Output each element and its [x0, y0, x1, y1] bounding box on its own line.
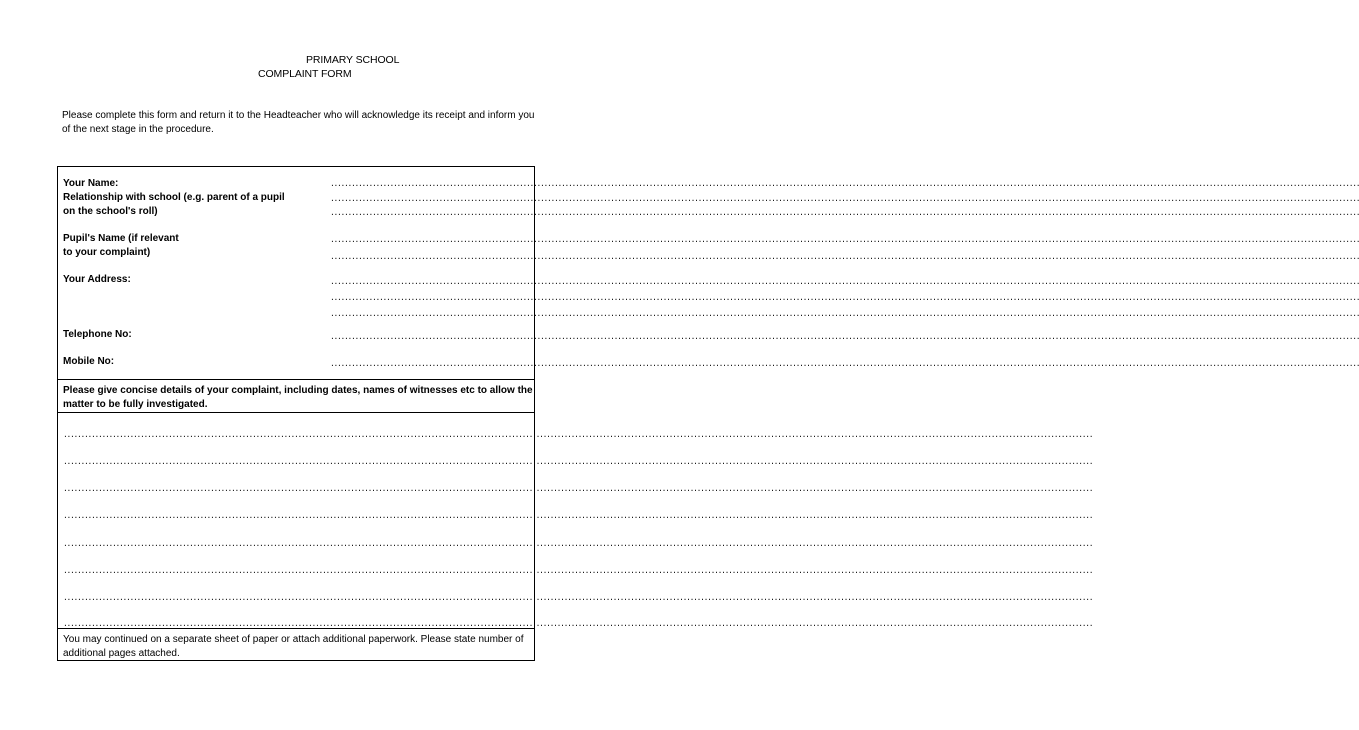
- address-field-3[interactable]: ......................................................................................................................................................................................................................................................................................................: [330, 310, 1359, 319]
- school-title: PRIMARY SCHOOL: [306, 54, 400, 66]
- pupil-name-field-2[interactable]: ......................................................................................................................................................................................................................................................................................................: [330, 253, 1359, 262]
- pupil-name-field-1[interactable]: ......................................................................................................................................................................................................................................................................................................: [330, 236, 1359, 245]
- intro-text: Please complete this form and return it to the Headteacher who will acknowledge its receipt and inform you of the next stage in the procedure.: [62, 110, 535, 135]
- mobile-label: Mobile No:: [63, 356, 115, 367]
- section-divider-3: [58, 628, 534, 629]
- address-field-1[interactable]: ......................................................................................................................................................................................................................................................................................................: [330, 278, 1359, 287]
- your-name-label: Your Name:: [63, 178, 119, 189]
- relationship-field-2[interactable]: ......................................................................................................................................................................................................................................................................................................: [330, 209, 1359, 218]
- details-line-1[interactable]: ......................................................................................................................................................................................................................................................................................................: [63, 431, 1093, 440]
- section-divider-2: [58, 412, 534, 413]
- telephone-label: Telephone No:: [63, 329, 132, 340]
- details-line-6[interactable]: ......................................................................................................................................................................................................................................................................................................: [63, 567, 1093, 576]
- details-line-7[interactable]: ......................................................................................................................................................................................................................................................................................................: [63, 594, 1093, 603]
- form-box: [57, 166, 1359, 661]
- relationship-field-1[interactable]: ......................................................................................................................................................................................................................................................................................................: [330, 195, 1359, 204]
- relationship-label: Relationship with school (e.g. parent of a pupil on the school's roll): [63, 192, 285, 217]
- section-divider-1: [58, 379, 534, 380]
- details-line-4[interactable]: ......................................................................................................................................................................................................................................................................................................: [63, 512, 1093, 521]
- details-line-2[interactable]: ......................................................................................................................................................................................................................................................................................................: [63, 458, 1093, 467]
- pupil-name-label-1: Pupil's Name (if relevant: [63, 233, 179, 244]
- your-name-field[interactable]: ......................................................................................................................................................................................................................................................................................................: [330, 180, 1359, 189]
- mobile-field[interactable]: ......................................................................................................................................................................................................................................................................................................: [330, 360, 1359, 369]
- details-prompt: Please give concise details of your complaint, including dates, names of witnesses etc to allow the matter to be fully investigated.: [63, 385, 533, 410]
- details-line-3[interactable]: ......................................................................................................................................................................................................................................................................................................: [63, 485, 1093, 494]
- details-line-8[interactable]: ......................................................................................................................................................................................................................................................................................................: [63, 620, 1093, 629]
- address-label: Your Address:: [63, 274, 131, 285]
- continuation-note: You may continued on a separate sheet of paper or attach additional paperwork. Please state number of additional pages attached.: [63, 634, 524, 659]
- pupil-name-label-2: to your complaint): [63, 247, 151, 258]
- address-field-2[interactable]: ......................................................................................................................................................................................................................................................................................................: [330, 294, 1359, 303]
- telephone-field[interactable]: ......................................................................................................................................................................................................................................................................................................: [330, 333, 1359, 342]
- form-title: COMPLAINT FORM: [258, 68, 352, 80]
- details-line-5[interactable]: ......................................................................................................................................................................................................................................................................................................: [63, 540, 1093, 549]
